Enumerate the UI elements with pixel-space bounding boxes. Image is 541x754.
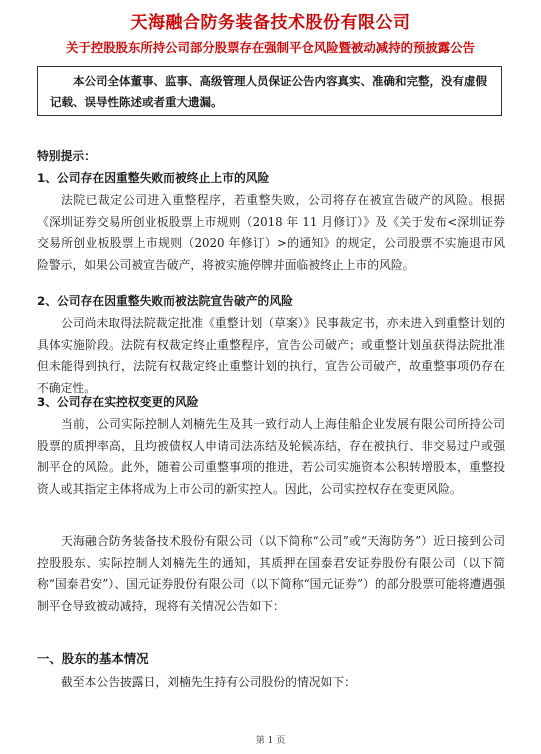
risk-2-title: 2、公司存在因重整失败而被法院宣告破产的风险 [37,294,293,308]
risk-1-title: 1、公司存在因重整失败而被终止上市的风险 [37,171,270,185]
risk-3-title: 3、公司存在实控权变更的风险 [37,395,199,409]
section-1-heading: 一、股东的基本情况 [37,651,149,666]
page-number: 第 1 页 [255,736,286,746]
special-notice-heading: 特别提示： [37,149,96,163]
risk-2-body: 公司尚未取得法院裁定批准《重整计划（草案）》民事裁定书，亦未进入到重整计划的具体实施阶段。法院有权裁定终止重整程序，宣告公司破产；或重整计划虽获得法院批准但未能得到执行，法院有权裁定终止重整计划的执行，宣告公司破产，故重整事项仍存在不确定性。 [37,316,505,395]
intro-paragraph: 天海融合防务装备技术股份有限公司（以下简称“公司”或“天海防务”）近日接到公司控股股东、实际控制人刘楠先生的通知，其质押在国泰君安证券股份有限公司（以下简称“国泰君安”）、国元证券股份有限公司（以下简称“国元证券”）的部分股票可能将遭遇强制平仓导致被动减持，现将有关情况公告如下： [37,534,505,613]
section-1-body: 截至本公告披露日，刘楠先生持有公司股份的情况如下： [61,675,356,689]
risk-1-body: 法院已裁定公司进入重整程序，若重整失败，公司将存在被宣告破产的风险。根据《深圳证券交易所创业板股票上市规则（2018 年 11 月修订）》及《关于发布<深圳证券交易所创业板股票上市规则（2020 年修订）>的通知》的规定，公司股票不实施退市风险警示，如果公司被宣告破产，将被实施停牌并面临被终止上市的风险。 [37,193,505,272]
disclaimer-box: 本公司全体董事、监事、高级管理人员保证公告内容真实、准确和完整，没有虚假记载、误导性陈述或者重大遗漏。 [37,66,502,116]
risk-3-body: 当前，公司实际控制人刘楠先生及其一致行动人上海佳船企业发展有限公司所持公司股票的质押率高，且均被债权人申请司法冻结及轮候冻结，存在被执行、非交易过户或强制平仓的风险。此外，随着公司重整事项的推进，若公司实施资本公积转增股本，重整投资人或其指定主体将成为上市公司的新实控人。因此，公司实控权存在变更风险。 [37,417,505,496]
company-name: 天海融合防务装备技术股份有限公司 [130,13,411,33]
announcement-title: 关于控股股东所持公司部分股票存在强制平仓风险暨被动减持的预披露公告 [66,40,475,55]
